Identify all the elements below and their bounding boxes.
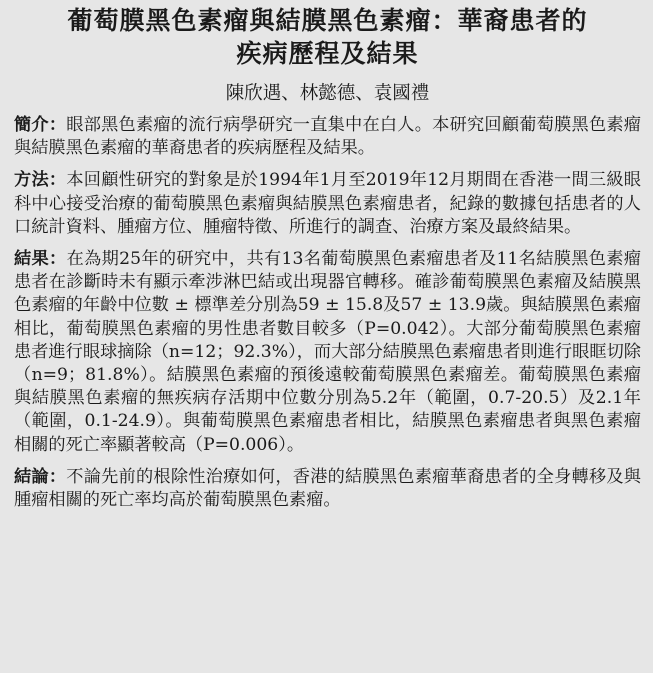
author-list: 陳欣遇、林懿德、袁國禮: [225, 83, 430, 104]
section-conclusion: [14, 466, 641, 512]
section-label: 方法：: [14, 170, 67, 191]
section-text: 在為期25年的研究中，共有13名葡萄膜黑色素瘤患者及11名結膜黑色素瘤患者在診斷時未有顯示牽涉淋巴結或出現器官轉移。確診葡萄膜黑色素瘤及結膜黑色素瘤的年齡中位數 ± 標準差分別為59 ± 15.8及57 ± 13.9歲。與結膜黑色素瘤相比，葡萄膜黑色素瘤的男性患者數目較多（P=0.042）。大部分葡萄膜黑色素瘤患者進行眼球摘除（n=12；92.3%），而大部分結膜黑色素瘤患者則進行眼眶切除（n=9；81.8%）。結膜黑色素瘤的預後遠較葡萄膜黑色素瘤差。葡萄膜黑色素瘤與結膜黑色素瘤的無疾病存活期中位數分別為5.2年（範圍，0.7-20.5）及2.1年（範圍，0.1-24.9）。與葡萄膜黑色素瘤患者相比，結膜黑色素瘤患者與黑色素瘤相關的死亡率顯著較高（P=0.006）。: [14, 249, 641, 455]
title-line-2: 疾病歷程及結果: [236, 39, 419, 68]
section-text: 不論先前的根除性治療如何，香港的結膜黑色素瘤華裔患者的全身轉移及與腫瘤相關的死亡率均高於葡萄膜黑色素瘤。: [14, 466, 641, 511]
section-label: 簡介：: [14, 115, 67, 135]
title-line-1: 葡萄膜黑色素瘤與結膜黑色素瘤：華裔患者的: [67, 6, 588, 35]
section-introduction: [14, 114, 641, 160]
section-methods: [14, 169, 641, 239]
section-text: 眼部黑色素瘤的流行病學研究一直集中在白人。本研究回顧葡萄膜黑色素瘤與結膜黑色素瘤的華裔患者的疾病歷程及結果。: [14, 115, 641, 159]
article-title: [14, 4, 641, 70]
section-text: 本回顧性研究的對象是於1994年1月至2019年12月期間在香港一間三級眼科中心接受治療的葡萄膜黑色素瘤與結膜黑色素瘤患者，紀錄的數據包括患者的人口統計資料、腫瘤方位、腫瘤特徵、所進行的調查、治療方案及最終結果。: [14, 170, 641, 237]
section-label: 結果：: [14, 249, 67, 270]
section-label: 結論：: [14, 466, 67, 487]
section-results: [14, 248, 641, 457]
